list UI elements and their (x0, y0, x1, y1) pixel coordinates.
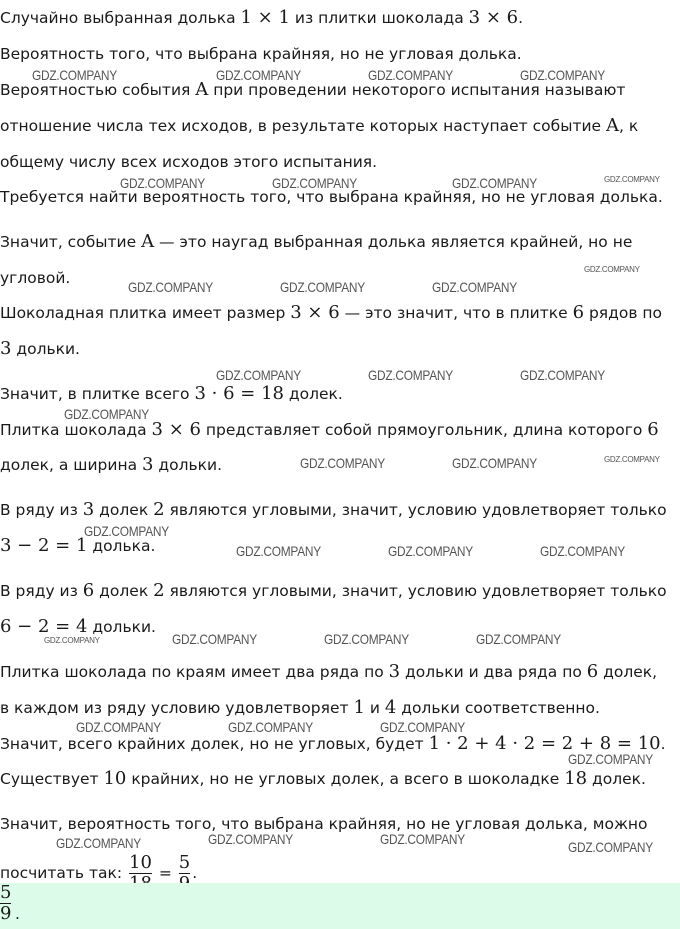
math-expression: 3 × 6 (151, 419, 201, 440)
text-run: В ряду из (0, 501, 83, 519)
text-run: дольки. (87, 618, 156, 636)
answer-numerator: 5 (0, 882, 12, 903)
watermark: GDZ.COMPANY (208, 831, 293, 847)
solution-line (0, 338, 80, 360)
watermark: GDZ.COMPANY (32, 67, 117, 83)
text-run: являются угловыми, значит, условию удовлетворяет только (164, 501, 667, 519)
watermark: GDZ.COMPANY (368, 67, 453, 83)
solution-line (0, 768, 646, 790)
watermark: GDZ.COMPANY (280, 279, 365, 295)
text-run: Шоколадная плитка имеет размер (0, 304, 291, 322)
text-run: Значит, событие (0, 233, 142, 251)
answer-period: . (15, 905, 20, 923)
watermark: GDZ.COMPANY (76, 719, 161, 735)
watermark: GDZ.COMPANY (452, 455, 537, 471)
text-run: Случайно выбранная долька (0, 9, 241, 27)
math-expression: 3 (82, 499, 95, 520)
solution-line (0, 733, 666, 755)
watermark: GDZ.COMPANY (300, 455, 385, 471)
watermark: GDZ.COMPANY (388, 543, 473, 559)
text-run: В ряду из (0, 582, 83, 600)
math-expression: 6 − 2 = 4 (0, 616, 88, 637)
text-run: . (660, 735, 666, 753)
text-run: рядов по (584, 304, 663, 322)
math-expression: A (141, 231, 155, 252)
watermark: GDZ.COMPANY (476, 631, 561, 647)
text-run: долек (94, 582, 154, 600)
text-run: — это значит, что в плитке (339, 304, 573, 322)
solution-line (0, 813, 648, 835)
answer-denominator: 9 (0, 903, 12, 924)
math-expression: 2 (153, 580, 165, 601)
math-expression: 6 (647, 419, 659, 440)
watermark: GDZ.COMPANY (380, 831, 465, 847)
solution-line (0, 419, 659, 441)
solution-line (0, 454, 222, 476)
math-expression: 6 (572, 302, 585, 323)
math-expression: 1 × 1 (240, 7, 290, 28)
watermark: GDZ.COMPANY (604, 175, 660, 184)
watermark: GDZ.COMPANY (520, 367, 605, 383)
solution-line (0, 267, 70, 289)
text-run: Вероятностью события (0, 81, 196, 99)
text-run: являются угловыми, значит, условию удовлетворяет только (164, 582, 667, 600)
math-expression: 3 (0, 338, 12, 359)
math-expression: 3 − 2 = 1 (0, 535, 88, 556)
text-run: в каждом из ряду условию удовлетворяет (0, 699, 354, 717)
text-run: — это наугад выбранная долька является крайней, но не (154, 233, 633, 251)
watermark: GDZ.COMPANY (432, 279, 517, 295)
text-run: представляет собой прямоугольник, длина которого (200, 421, 648, 439)
watermark: GDZ.COMPANY (380, 719, 465, 735)
text-run: долек, (598, 663, 658, 681)
text-run: посчитать так: (0, 864, 128, 882)
text-run: дольки. (153, 456, 223, 474)
watermark: GDZ.COMPANY (584, 265, 640, 274)
text-run: Требуется найти вероятность того, что выбрана крайняя, но не угловая долька. (0, 188, 663, 206)
text-run: , к (619, 117, 639, 135)
watermark: GDZ.COMPANY (228, 719, 313, 735)
text-run: . (192, 864, 198, 882)
watermark: GDZ.COMPANY (216, 67, 301, 83)
math-expression: A (195, 79, 209, 100)
numerator: 10 (129, 852, 152, 873)
text-run: долек, а ширина (0, 456, 143, 474)
text-run: Существует (0, 770, 104, 788)
text-run: Вероятность того, что выбрана крайняя, но не угловая долька. (0, 45, 522, 63)
solution-line (0, 231, 632, 253)
text-run: Значит, вероятность того, что выбрана крайняя, но не угловая долька, можно (0, 815, 648, 833)
math-expression: 2 (153, 499, 165, 520)
math-expression: 3 × 6 (468, 7, 519, 28)
math-expression: 6 (82, 580, 95, 601)
solution-line (0, 697, 600, 719)
text-run: отношение числа тех исходов, в результате которых наступает событие (0, 117, 607, 135)
math-expression: 3 × 6 (290, 302, 340, 323)
watermark: GDZ.COMPANY (452, 175, 537, 191)
watermark: GDZ.COMPANY (540, 543, 625, 559)
watermark: GDZ.COMPANY (172, 631, 257, 647)
math-expression: 3 (142, 454, 154, 475)
text-run: Плитка шоколада по краям имеет два ряда по (0, 663, 389, 681)
watermark: GDZ.COMPANY (520, 67, 605, 83)
watermark: GDZ.COMPANY (64, 406, 149, 422)
math-expression: 18 (564, 768, 588, 789)
answer-fraction (0, 883, 11, 924)
watermark: GDZ.COMPANY (368, 367, 453, 383)
math-expression: 6 (586, 661, 599, 682)
numerator: 5 (178, 852, 191, 873)
math-expression: 1 (353, 697, 365, 718)
solution-line (0, 661, 657, 683)
solution-line (0, 383, 343, 405)
solution-line (0, 499, 667, 521)
math-expression: A (606, 115, 620, 136)
text-run: Плитка шоколада (0, 421, 152, 439)
watermark: GDZ.COMPANY (568, 751, 653, 767)
text-run: долек. (587, 770, 646, 788)
text-run: долек. (283, 385, 343, 403)
math-expression: 3 · 6 = 18 (194, 383, 284, 404)
text-run: дольки и два ряда по (400, 663, 587, 681)
text-run: общему числу всех исходов этого испытания. (0, 153, 378, 171)
text-run: = (153, 864, 177, 882)
solution-line (0, 43, 522, 65)
text-run: . (518, 9, 524, 27)
math-expression: 10 (103, 768, 127, 789)
solution-line (0, 115, 638, 137)
text-run: из плитки шоколада (289, 9, 469, 27)
solution-line (0, 616, 156, 638)
text-run: Значит, всего крайних долек, но не угловых, будет (0, 735, 429, 753)
text-run: угловой. (0, 269, 71, 287)
text-run: долек (94, 501, 154, 519)
watermark: GDZ.COMPANY (272, 175, 357, 191)
answer-box (0, 883, 680, 929)
watermark: GDZ.COMPANY (216, 367, 301, 383)
watermark: GDZ.COMPANY (56, 835, 141, 851)
text-run: при проведении некоторого испытания называют (208, 81, 626, 99)
math-expression: 3 (388, 661, 401, 682)
text-run: Значит, в плитке всего (0, 385, 195, 403)
text-run: дольки соответственно. (396, 699, 600, 717)
solution-line (0, 151, 377, 173)
text-run: крайних, но не угловых долек, а всего в шоколадке (126, 770, 565, 788)
watermark: GDZ.COMPANY (120, 175, 205, 191)
watermark: GDZ.COMPANY (236, 543, 321, 559)
math-expression: 1 · 2 + 4 · 2 = 2 + 8 = 10 (428, 733, 661, 754)
watermark: GDZ.COMPANY (568, 839, 653, 855)
watermark: GDZ.COMPANY (324, 631, 409, 647)
solution-line (0, 302, 662, 324)
text-run: дольки. (11, 340, 80, 358)
watermark: GDZ.COMPANY (44, 636, 100, 645)
watermark: GDZ.COMPANY (84, 523, 169, 539)
solution-line (0, 7, 523, 29)
watermark: GDZ.COMPANY (128, 279, 213, 295)
solution-line (0, 580, 667, 602)
text-run: и (364, 699, 385, 717)
math-expression: 4 (384, 697, 397, 718)
text-run: долька. (87, 537, 156, 555)
watermark: GDZ.COMPANY (604, 455, 660, 464)
